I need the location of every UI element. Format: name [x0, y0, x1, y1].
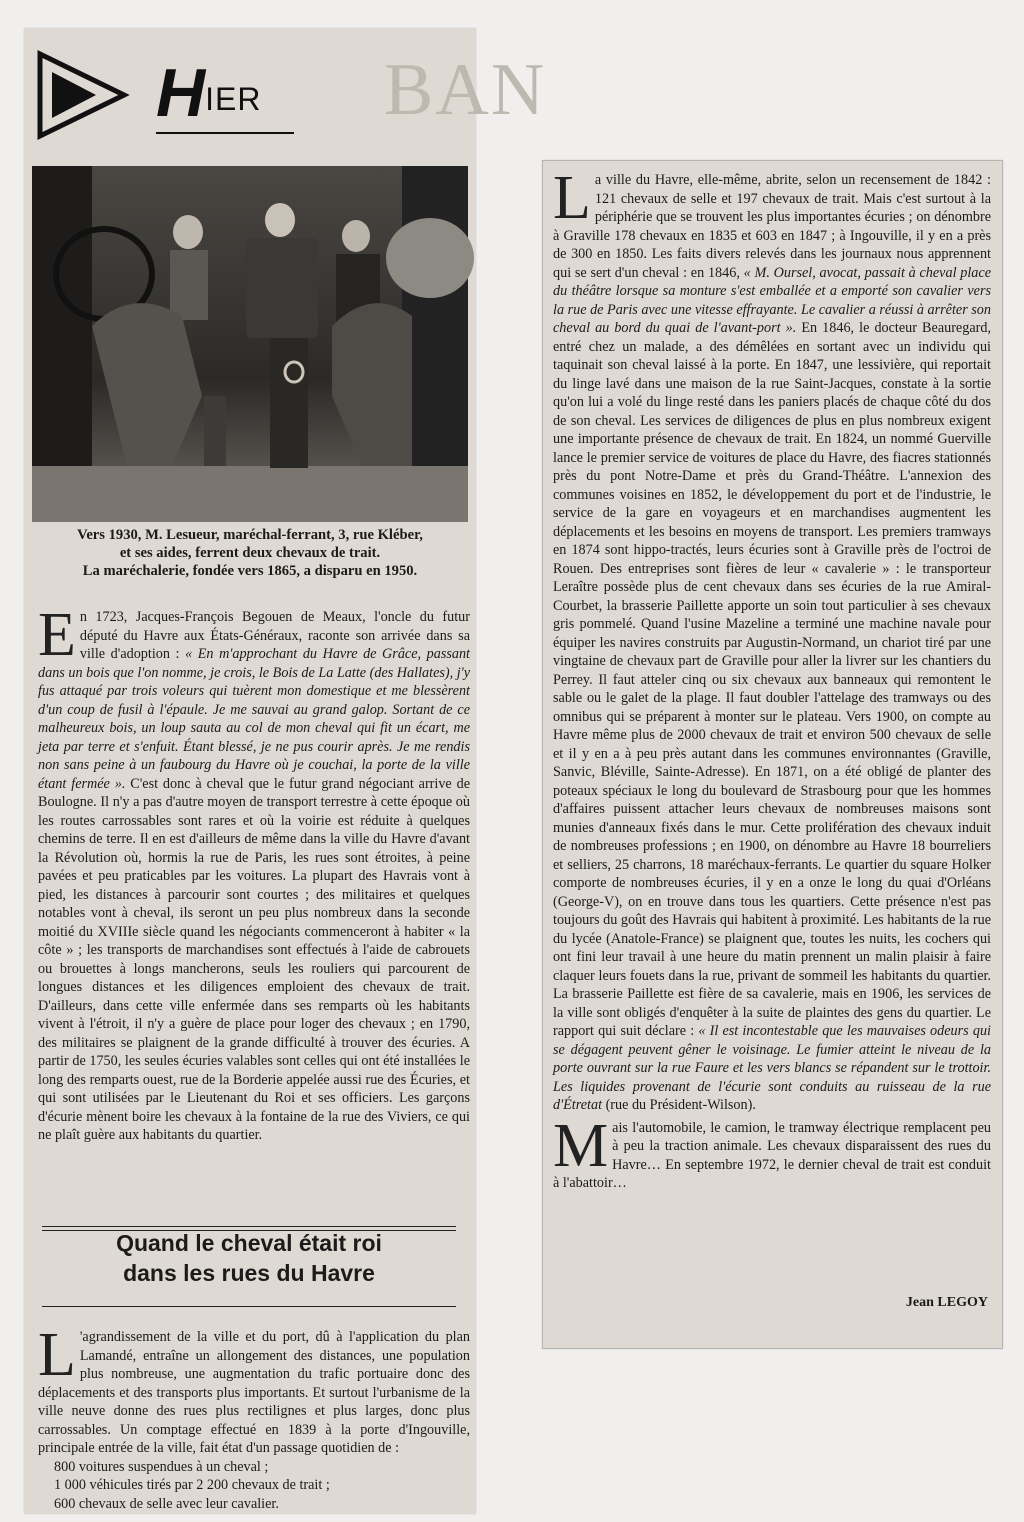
article-paragraph — [553, 1111, 991, 1193]
traffic-list — [54, 1458, 470, 1514]
list-item: 600 chevaux de selle avec leur cavalier. — [54, 1495, 279, 1512]
article-part-1 — [38, 601, 471, 1220]
left-clipping — [24, 28, 547, 1514]
text-run: n 1723, Jacques-François Begouen de Meaux, l'oncle du futur député du Havre aux États-Généraux, raconte son arrivée dans sa ville d'adoption : — [79, 609, 470, 662]
title-line: dans les rues du Havre — [123, 1260, 375, 1286]
article-paragraph — [553, 164, 991, 1115]
divider — [42, 1226, 456, 1227]
article-title — [76, 1228, 422, 1288]
article-paragraph — [38, 1321, 470, 1458]
logo-rest: IER — [205, 81, 262, 117]
historic-photo — [32, 166, 468, 522]
title-line: Quand le cheval était roi — [116, 1230, 382, 1256]
divider — [42, 1306, 456, 1307]
article-paragraph — [38, 601, 471, 1145]
play-arrow-icon — [36, 50, 131, 140]
caption-line: La maréchalerie, fondée vers 1865, a disparu en 1950. — [82, 563, 418, 579]
text-run: C'est donc à cheval que le futur grand négociant arrive de Boulogne. Il n'y a pas d'autre moyen de transport terrestre à cette époque où les routes carrossables sont rares et où la voirie est réduite à quelques chemins de terre. Il en est d'ailleurs de même dans la ville du Havre d'avant la Révolution où, hormis la rue de Paris, les rues sont étroites, à peine pavées et peu praticables par les voitures. La plupart des Havrais vont à pied, les distances à parcourir sont courtes ; des militaires et quelques notables vont à cheval, ils seront un peu plus nombreux dans la seconde moitié du XVIIIe siècle quand les négociants commenceront à habiter « la côte » ; les transports de marchandises sont effectués à l'aide de cabrouets ou brouettes à longs mancherons, seuls les rouliers qui parcourent de longues distances et les diligences emploient des chevaux de trait. D'ailleurs, dans cette ville enfermée dans ses remparts où les habitants vivent à l'étroit, il n'y a guère de place pour loger des chevaux ; en 1790, des militaires se plaignent de la grande difficulté à trouver des écuries. A partir de 1750, les seules écuries valables sont celles qui ont été installées le long des remparts ouest, rue de la Borderie appelée aussi rue des Écuries, et qui sont utilisées par le Lieutenant du Roi et ses officiers. Les garçons d'écurie mènent boire les chevaux à la fontaine de la rue des Viviers, ce qui ne plaît guère aux habitants du quartier. — [38, 775, 471, 1143]
text-run: a ville du Havre, elle-même, abrite, selon un recensement de 1842 : 121 chevaux de selle et 197 chevaux de trait. Mais c'est surtout à la périphérie que se trouvent les plus importantes écuries ; on dénombre à Graville 178 chevaux en 1835 et 603 en 1847 ; à Ingouville, il y en a près de 300 en 1850. Les faits divers relevés dans les journaux nous apprennent qui se sert d'un cheval : en 1846, — [553, 172, 991, 281]
section-logo — [156, 55, 262, 131]
right-clipping — [542, 160, 1003, 1349]
caption-line: Vers 1930, M. Lesueur, maréchal-ferrant, 3, rue Kléber, — [77, 527, 423, 543]
dropcap: L — [38, 1321, 76, 1389]
quote-run: « Il est incontestable que les mauvaises odeurs qui se dégagent peuvent gêner le voisinage. Le fumier atteint le niveau de la porte ouvrant sur la rue Faure et les vers blancs se répandent sur le trottoir. Les liquides provenant de l'écurie sont conduits au ruisseau de la rue d'Étretat — [553, 1023, 991, 1113]
logo-initial: H — [156, 55, 206, 131]
text-run: En 1846, le docteur Beauregard, entré chez un malade, a des démêlées en sortant avec un individu qui taquinait son cheval laissé à la porte. En 1847, une lessivière, qui reportait du linge lavé dans une maison de la rue Saint-Jacques, constate à la sortie qu'on lui a volé du linge resté dans les paniers placés de chaque côté du dos de son cheval. Les services de diligences de plus en plus nombreux exigent une importante présence de chevaux de trait. En 1824, un nommé Guerville lance le premier service de voitures de place du Havre, des fiacres stationnés près du pont Notre-Dame et près du Grand-Théâtre. L'annexion des communes voisines en 1852, le développement du port et de l'industrie, le service de la gare en voyageurs et en marchandises augmentent les déplacements et les besoins en moyens de transport. Les premiers tramways en 1874 sont hippo-tractés, leurs écuries sont à Graville près de l'octroi de Rouen. Des entreprises sont fières de leur « cavalerie » : le transporteur Leraître possède plus de cent chevaux dans ses écuries de la rue Amiral-Courbet, la brasserie Paillette apporte un soin tout particulier à ses chevaux gris pommelé. Quand l'usine Mazeline a terminé une machine navale pour équiper les navires construits par Augustin-Normand, un chariot tiré par une vingtaine de chevaux part de Graville pour aller la livrer sur les chantiers du Perrey. Il faut atteler cinq ou six chevaux aux banneaux qui remontent le sable ou le galet de la plage. Il faut doubler l'attelage des tramways ou des omnibus qui se préparent à monter sur le plateau. Vers 1900, on compte au Havre même plus de 2000 chevaux de trait et environ 500 chevaux de selle et il y en a à peu près autant dans les communes environnantes (Graville, Sanvic, Bléville, Sainte-Adresse). En 1871, on a été obligé de planter des poteaux spéciaux le long du boulevard de Strasbourg pour que les hommes d'affaires puissent attacher leurs chevaux de nombreuses maisons sont munies d'anneaux fixés dans le mur. Cette prolifération des chevaux induit de nombreuses professions ; en 1900, on dénombre au Havre 18 bourreliers et selliers, 25 charrons, 18 maréchaux-ferrants. Le quartier du square Holker comporte de nombreuses écuries, il y en a onze le long du quai d'Orléans (George-V), on en trouve dans tous les quartiers. Cette présence n'est pas toujours du goût des Havrais qui habitent à proximité. Les habitants de la rue du lycée (Anatole-France) se plaignent que, toutes les nuits, les cochers qui ont fini leur travail à une heure du matin prennent un malin plaisir à faire claquer leurs fouets dans la rue, privant de sommeil les habitants du quartier. La brasserie Paillette est fière de sa cavalerie, mais en 1906, les services de la ville sont obligés d'enquêter à la suite de plaintes des gens du quartier. Le rapport qui suit déclare : — [553, 320, 991, 1039]
text-run: (rue du Président-Wilson). — [602, 1097, 756, 1113]
list-item: 1 000 véhicules tirés par 2 200 chevaux de trait ; — [54, 1477, 330, 1493]
text-run: 'agrandissement de la ville et du port, dû à l'application du plan Lamandé, entraîne un allongement des distances, une population plus nombreuse, une augmentation du trafic portuaire donc des déplacements et des transports plus importants. Et surtout l'urbanisme de la ville neuve donne des rues plus rectilignes et plus larges, donc plus carrossables. Un comptage effectué en 1839 à la porte d'Ingouville, principale entrée de la ville, fait état d'un passage quotidien de : — [38, 1329, 470, 1456]
dropcap: E — [38, 601, 76, 669]
photo-caption — [32, 526, 468, 580]
article-continuation — [553, 164, 991, 1296]
text-run: ais l'automobile, le camion, le tramway électrique remplacent peu à peu la traction animale. Les chevaux disparaissent des rues du Havre… En septembre 1972, le dernier cheval de trait est conduit à l'abattoir… — [553, 1119, 991, 1191]
dropcap: M — [553, 1111, 609, 1180]
article-part-2 — [38, 1321, 470, 1514]
dropcap: L — [553, 164, 591, 232]
photo-illustration — [32, 166, 468, 522]
logo-rule — [156, 132, 294, 134]
quote-run: « En m'approchant du Havre de Grâce, passant dans un bois que l'on nomme, je crois, le Bois de La Latte (des Hallates), j'y fus attaqué par trois voleurs qui tuèrent mon domestique et me blessèrent d'un coup de fusil à l'épaule. Je me sauvai au grand galop. Sortant de ce malheureux bois, un loup sauta au col de mon cheval qui fit un écart, me jeta par terre et s'enfuit. Étant blessé, je ne pus courir après. Je me rendis non sans peine à un faubourg du Havre où je couchai, la porte de la ville étant fermée ». — [38, 646, 470, 792]
hier-header — [24, 28, 547, 153]
list-item: 800 voitures suspendues à un cheval ; — [54, 1458, 269, 1475]
ghost-headline: BAN — [384, 49, 547, 131]
quote-run: « M. Oursel, avocat, passait à cheval place du théâtre lorsque sa monture s'est emballée et a emporté son cavalier vers la rue de Paris avec une vitesse effrayante. Le cavalier a réussi à arrêter son cheval au bord du quai de l'avant-port ». — [553, 264, 991, 336]
caption-line: et ses aides, ferrent deux chevaux de trait. — [119, 545, 381, 561]
author-signature: Jean LEGOY — [905, 1295, 988, 1310]
